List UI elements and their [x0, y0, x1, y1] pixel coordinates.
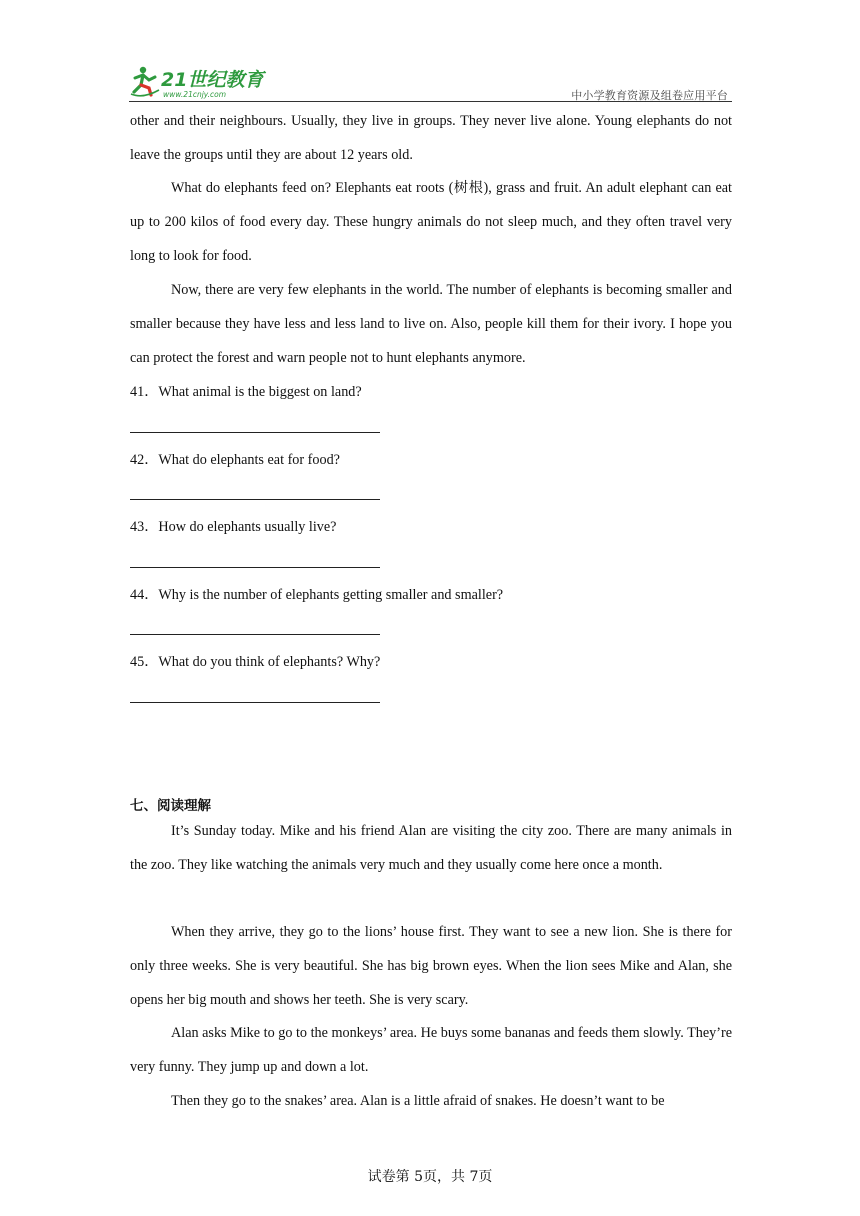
running-figure-icon: [131, 67, 159, 96]
passage-paragraph: other and their neighbours. Usually, they live in groups. They never live alone. Young elephants do not leave the groups until they are about 12 years old.: [130, 113, 732, 163]
logo-wordmark: 21世纪教育: [161, 69, 264, 91]
answer-line-44[interactable]: [130, 634, 380, 635]
header-divider: [129, 101, 732, 102]
passage-paragraph: Then they go to the snakes’ area. Alan is a little afraid of snakes. He doesn’t want to be: [171, 1093, 665, 1109]
answer-line-41[interactable]: [130, 432, 380, 433]
answer-line-43[interactable]: [130, 567, 380, 568]
header-tagline: 中小学教育资源及组卷应用平台: [571, 89, 728, 102]
page-header: [129, 60, 732, 104]
question-44: 44．Why is the number of elephants getting smaller and smaller?: [130, 587, 504, 603]
answer-line-45[interactable]: [130, 702, 380, 703]
passage-paragraph: When they arrive, they go to the lions’ house first. They want to see a new lion. She is there for only three weeks. She is very beautiful. She has big brown eyes. When the lion sees Mike and Alan, she opens her big mouth and shows her teeth. She is very scary.: [130, 924, 732, 1008]
question-45: 45．What do you think of elephants? Why?: [130, 654, 381, 670]
logo-url: www.21cnjy.com: [163, 90, 227, 99]
question-41: 41．What animal is the biggest on land?: [130, 384, 362, 400]
question-42: 42．What do elephants eat for food?: [130, 452, 340, 468]
answer-line-42[interactable]: [130, 499, 380, 500]
passage-paragraph: It’s Sunday today. Mike and his friend Alan are visiting the city zoo. There are many animals in the zoo. They like watching the animals very much and they usually come here once a month.: [130, 823, 732, 873]
page-footer: 试卷第 5页，共 7页: [367, 1169, 493, 1185]
passage-paragraph: Now, there are very few elephants in the world. The number of elephants is becoming smaller and smaller because they have less and less land to live on. Also, people kill them for their ivory. I hope you can protect the forest and warn people not to hunt elephants anymore.: [130, 282, 732, 366]
passage-paragraph: What do elephants feed on? Elephants eat roots (树根), grass and fruit. An adult elephant can eat up to 200 kilos of food every day. These hungry animals do not sleep much, and they often travel very long to look for food.: [130, 180, 732, 264]
question-43: 43．How do elephants usually live?: [130, 519, 337, 535]
brand-logo: [129, 64, 269, 100]
section-title: 七、阅读理解: [130, 798, 211, 814]
passage-paragraph: Alan asks Mike to go to the monkeys’ area. He buys some bananas and feeds them slowly. They’re very funny. They jump up and down a lot.: [130, 1025, 732, 1075]
